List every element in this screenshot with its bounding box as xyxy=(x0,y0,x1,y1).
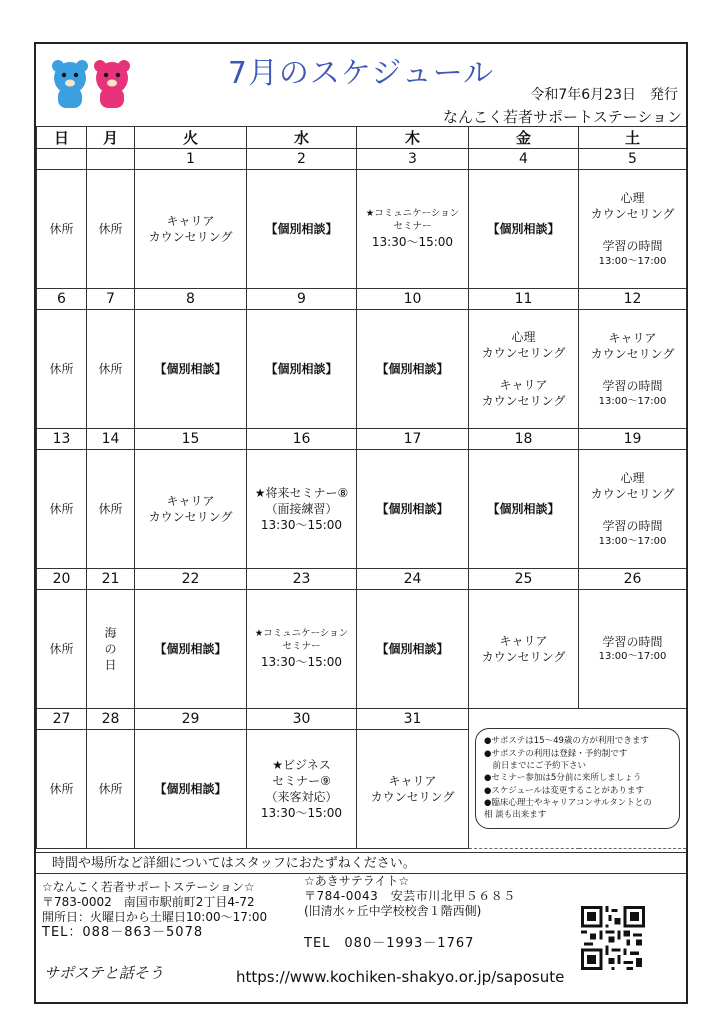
date-number-row xyxy=(37,429,687,450)
schedule-cell-sat xyxy=(579,170,687,289)
schedule-text: 休所 xyxy=(49,221,74,236)
date-number-fri: 11 xyxy=(469,289,579,310)
date-number-sun: 27 xyxy=(37,709,87,730)
date-number-thu: 31 xyxy=(357,709,469,730)
schedule-row xyxy=(37,590,687,709)
date-number-mon: 14 xyxy=(87,429,135,450)
schedule-text: キャリア xyxy=(608,330,657,345)
schedule-cell-fri xyxy=(469,170,579,289)
schedule-row xyxy=(37,450,687,569)
schedule-text: カウンセリング xyxy=(370,790,455,804)
schedule-text: 海 xyxy=(104,625,117,640)
schedule-text: 【個別相談】 xyxy=(487,221,560,236)
schedule-row xyxy=(37,310,687,429)
weekday-fri: 金 xyxy=(469,127,579,149)
cell-spacer xyxy=(579,222,686,238)
schedule-text: キャリア xyxy=(388,773,437,788)
weekday-header-row xyxy=(37,127,687,149)
schedule-text: の xyxy=(104,641,117,656)
schedule-cell-fri xyxy=(469,590,579,709)
schedule-text: 13:30～15:00 xyxy=(260,518,343,533)
main-office-contact xyxy=(42,880,267,941)
schedule-cell-fri xyxy=(469,450,579,569)
schedule-cell-fri xyxy=(469,310,579,429)
cell-spacer xyxy=(579,502,686,518)
schedule-text: 【個別相談】 xyxy=(376,641,449,656)
schedule-text: 休所 xyxy=(49,781,74,796)
schedule-text: キャリア xyxy=(499,633,548,648)
schedule-text: カウンセリング xyxy=(590,487,675,502)
schedule-text: 13:00～17:00 xyxy=(598,651,667,663)
issue-date: 令和7年6月23日 発行 xyxy=(530,87,678,103)
schedule-text: 心理 xyxy=(511,329,536,344)
main-office-address: 〒783-0002 南国市駅前町2丁目4-72 xyxy=(42,895,255,909)
schedule-text: キャリア xyxy=(499,378,548,392)
schedule-row xyxy=(37,170,687,289)
schedule-text: 休所 xyxy=(98,781,123,796)
weekday-tue: 火 xyxy=(135,127,247,149)
schedule-sheet xyxy=(34,42,688,1004)
weekday-sat: 土 xyxy=(579,127,687,149)
schedule-cell-thu xyxy=(357,590,469,709)
schedule-text: 13:30～15:00 xyxy=(371,234,454,249)
main-office-name: ☆なんこく若者サポートステーション☆ xyxy=(42,880,255,894)
date-number-tue: 1 xyxy=(135,149,247,170)
footer-notice: 時間や場所など詳細についてはスタッフにおたずねください。 xyxy=(36,852,686,874)
weekday-wed: 水 xyxy=(247,127,357,149)
date-number-tue: 22 xyxy=(135,569,247,590)
website-link[interactable]: https://www.kochiken-shakyo.or.jp/saposute xyxy=(236,968,565,986)
schedule-cell-tue xyxy=(135,450,247,569)
schedule-cell-sun xyxy=(37,310,87,429)
schedule-text: 学習の時間 xyxy=(602,519,663,534)
schedule-text: ★コミュニケーション xyxy=(365,208,460,220)
schedule-text: （面接練習） xyxy=(265,501,338,516)
schedule-cell-tue xyxy=(135,310,247,429)
satellite-name: ☆あきサテライト☆ xyxy=(304,874,410,888)
schedule-cell-wed xyxy=(247,730,357,849)
schedule-text: 休所 xyxy=(49,361,74,376)
schedule-text: カウンセリング xyxy=(481,650,566,664)
main-office-hours: 開所日：火曜日から土曜日10:00～17:00 xyxy=(42,910,268,924)
schedule-cell-thu xyxy=(357,450,469,569)
schedule-text: 【個別相談】 xyxy=(154,361,227,376)
schedule-text: 学習の時間 xyxy=(602,635,663,650)
date-number-sun xyxy=(37,149,87,170)
schedule-text: 心理 xyxy=(620,470,645,485)
note-line: 相 談も出来ます xyxy=(484,810,547,821)
schedule-text: 【個別相談】 xyxy=(265,221,338,236)
schedule-text: 13:00～17:00 xyxy=(598,255,667,267)
date-number-row xyxy=(37,149,687,170)
cell-spacer xyxy=(469,361,578,377)
schedule-text: 学習の時間 xyxy=(602,239,663,254)
satellite-contact xyxy=(304,874,516,919)
weekday-mon: 月 xyxy=(87,127,135,149)
schedule-cell-sat xyxy=(579,310,687,429)
schedule-cell-mon xyxy=(87,450,135,569)
schedule-text: キャリア xyxy=(166,213,215,228)
date-number-tue: 15 xyxy=(135,429,247,450)
schedule-text: カウンセリング xyxy=(148,230,233,244)
date-number-row xyxy=(37,289,687,310)
note-line: ●スケジュールは変更することがあります xyxy=(484,785,644,796)
date-number-row xyxy=(37,569,687,590)
date-number-tue: 8 xyxy=(135,289,247,310)
date-number-wed: 16 xyxy=(247,429,357,450)
schedule-text: カウンセリング xyxy=(590,347,675,362)
schedule-cell-mon xyxy=(87,730,135,849)
schedule-text: カウンセリング xyxy=(481,345,566,360)
schedule-text: 【個別相談】 xyxy=(265,361,338,376)
schedule-cell-wed xyxy=(247,450,357,569)
date-number-sat: 5 xyxy=(579,149,687,170)
date-number-wed: 2 xyxy=(247,149,357,170)
schedule-cell-sat xyxy=(579,450,687,569)
schedule-text: （来客対応） xyxy=(265,790,338,804)
weekday-sun: 日 xyxy=(37,127,87,149)
note-line: ●臨床心理士やキャリアコンサルタントとの xyxy=(484,797,652,808)
note-line: ●サポステの利用は登録・予約制です xyxy=(484,748,628,759)
date-number-sat: 19 xyxy=(579,429,687,450)
schedule-cell-sun xyxy=(37,730,87,849)
schedule-cell-sun xyxy=(37,590,87,709)
date-number-wed: 23 xyxy=(247,569,357,590)
schedule-text: 休所 xyxy=(98,221,123,236)
schedule-cell-tue xyxy=(135,170,247,289)
schedule-text: カウンセリング xyxy=(481,394,566,409)
schedule-text: セミナー⑨ xyxy=(272,773,331,788)
schedule-text: 休所 xyxy=(98,501,123,516)
qr-code-icon[interactable] xyxy=(581,906,645,970)
date-number-thu: 10 xyxy=(357,289,469,310)
weekday-thu: 木 xyxy=(357,127,469,149)
schedule-cell-mon xyxy=(87,310,135,429)
schedule-text: 【個別相談】 xyxy=(154,641,227,656)
organization-name: なんこく若者サポートステーション xyxy=(443,108,682,126)
schedule-text: ★将来セミナー⑧ xyxy=(254,485,349,500)
date-number-row xyxy=(37,709,687,730)
satellite-address: 〒784-0043 安芸市川北甲５６８５ xyxy=(304,889,516,903)
schedule-text: 【個別相談】 xyxy=(154,781,227,796)
schedule-text: 休所 xyxy=(98,361,123,376)
date-number-sun: 13 xyxy=(37,429,87,450)
note-line: ●サポステは15～49歳の方が利用できます xyxy=(484,736,649,747)
schedule-text: セミナー xyxy=(282,640,321,652)
cell-spacer xyxy=(579,362,686,378)
schedule-text: 学習の時間 xyxy=(602,379,663,394)
date-number-sun: 20 xyxy=(37,569,87,590)
schedule-cell-thu xyxy=(357,730,469,849)
schedule-text: ★ビジネス xyxy=(272,757,331,772)
schedule-cell-tue xyxy=(135,730,247,849)
schedule-text: 心理 xyxy=(620,190,645,205)
schedule-text: 【個別相談】 xyxy=(487,501,560,516)
page-title: 7月のスケジュール xyxy=(227,56,495,91)
note-line: ●セミナー参加は5分前に来所しましょう xyxy=(484,773,642,784)
calendar-table xyxy=(36,126,687,849)
date-number-thu: 3 xyxy=(357,149,469,170)
date-number-wed: 30 xyxy=(247,709,357,730)
schedule-text: 13:30～15:00 xyxy=(260,654,343,669)
satellite-tel: TEL 080－1993－1767 xyxy=(304,936,475,951)
date-number-sat: 26 xyxy=(579,569,687,590)
notes-box xyxy=(475,728,680,828)
date-number-fri: 4 xyxy=(469,149,579,170)
schedule-cell-mon xyxy=(87,170,135,289)
schedule-text: ★コミュニケーション xyxy=(254,628,349,640)
schedule-cell-mon xyxy=(87,590,135,709)
note-line: 前日までにご予約下さい xyxy=(484,761,587,772)
satellite-building: (旧清水ヶ丘中学校校舎１階西側) xyxy=(304,904,482,918)
schedule-text: キャリア xyxy=(166,493,215,508)
schedule-text: カウンセリング xyxy=(590,207,675,222)
schedule-cell-thu xyxy=(357,310,469,429)
schedule-text: 13:00～17:00 xyxy=(598,395,667,407)
schedule-cell-wed xyxy=(247,310,357,429)
schedule-text: セミナー xyxy=(393,220,432,232)
schedule-cell-sat xyxy=(579,590,687,709)
date-number-mon: 21 xyxy=(87,569,135,590)
schedule-text: 【個別相談】 xyxy=(376,361,449,376)
schedule-cell-wed xyxy=(247,590,357,709)
date-number-thu: 24 xyxy=(357,569,469,590)
date-number-wed: 9 xyxy=(247,289,357,310)
date-number-fri: 25 xyxy=(469,569,579,590)
schedule-text: 13:00～17:00 xyxy=(598,535,667,547)
main-office-tel: TEL：088－863－5078 xyxy=(42,925,204,940)
slogan-handwritten: サポステと話そう xyxy=(44,964,164,982)
date-number-mon: 7 xyxy=(87,289,135,310)
date-number-fri: 18 xyxy=(469,429,579,450)
schedule-text: 休所 xyxy=(49,501,74,516)
schedule-text: カウンセリング xyxy=(148,510,233,524)
schedule-text: 13:30～15:00 xyxy=(260,806,343,821)
schedule-cell-sun xyxy=(37,170,87,289)
date-number-mon: 28 xyxy=(87,709,135,730)
schedule-text: 日 xyxy=(104,658,117,673)
date-number-mon xyxy=(87,149,135,170)
schedule-cell-thu xyxy=(357,170,469,289)
date-number-sat: 12 xyxy=(579,289,687,310)
schedule-cell-wed xyxy=(247,170,357,289)
notes-cell xyxy=(469,709,687,849)
schedule-cell-sun xyxy=(37,450,87,569)
date-number-tue: 29 xyxy=(135,709,247,730)
schedule-text: 【個別相談】 xyxy=(376,501,449,516)
date-number-thu: 17 xyxy=(357,429,469,450)
date-number-sun: 6 xyxy=(37,289,87,310)
schedule-text: 休所 xyxy=(49,641,74,656)
schedule-cell-tue xyxy=(135,590,247,709)
